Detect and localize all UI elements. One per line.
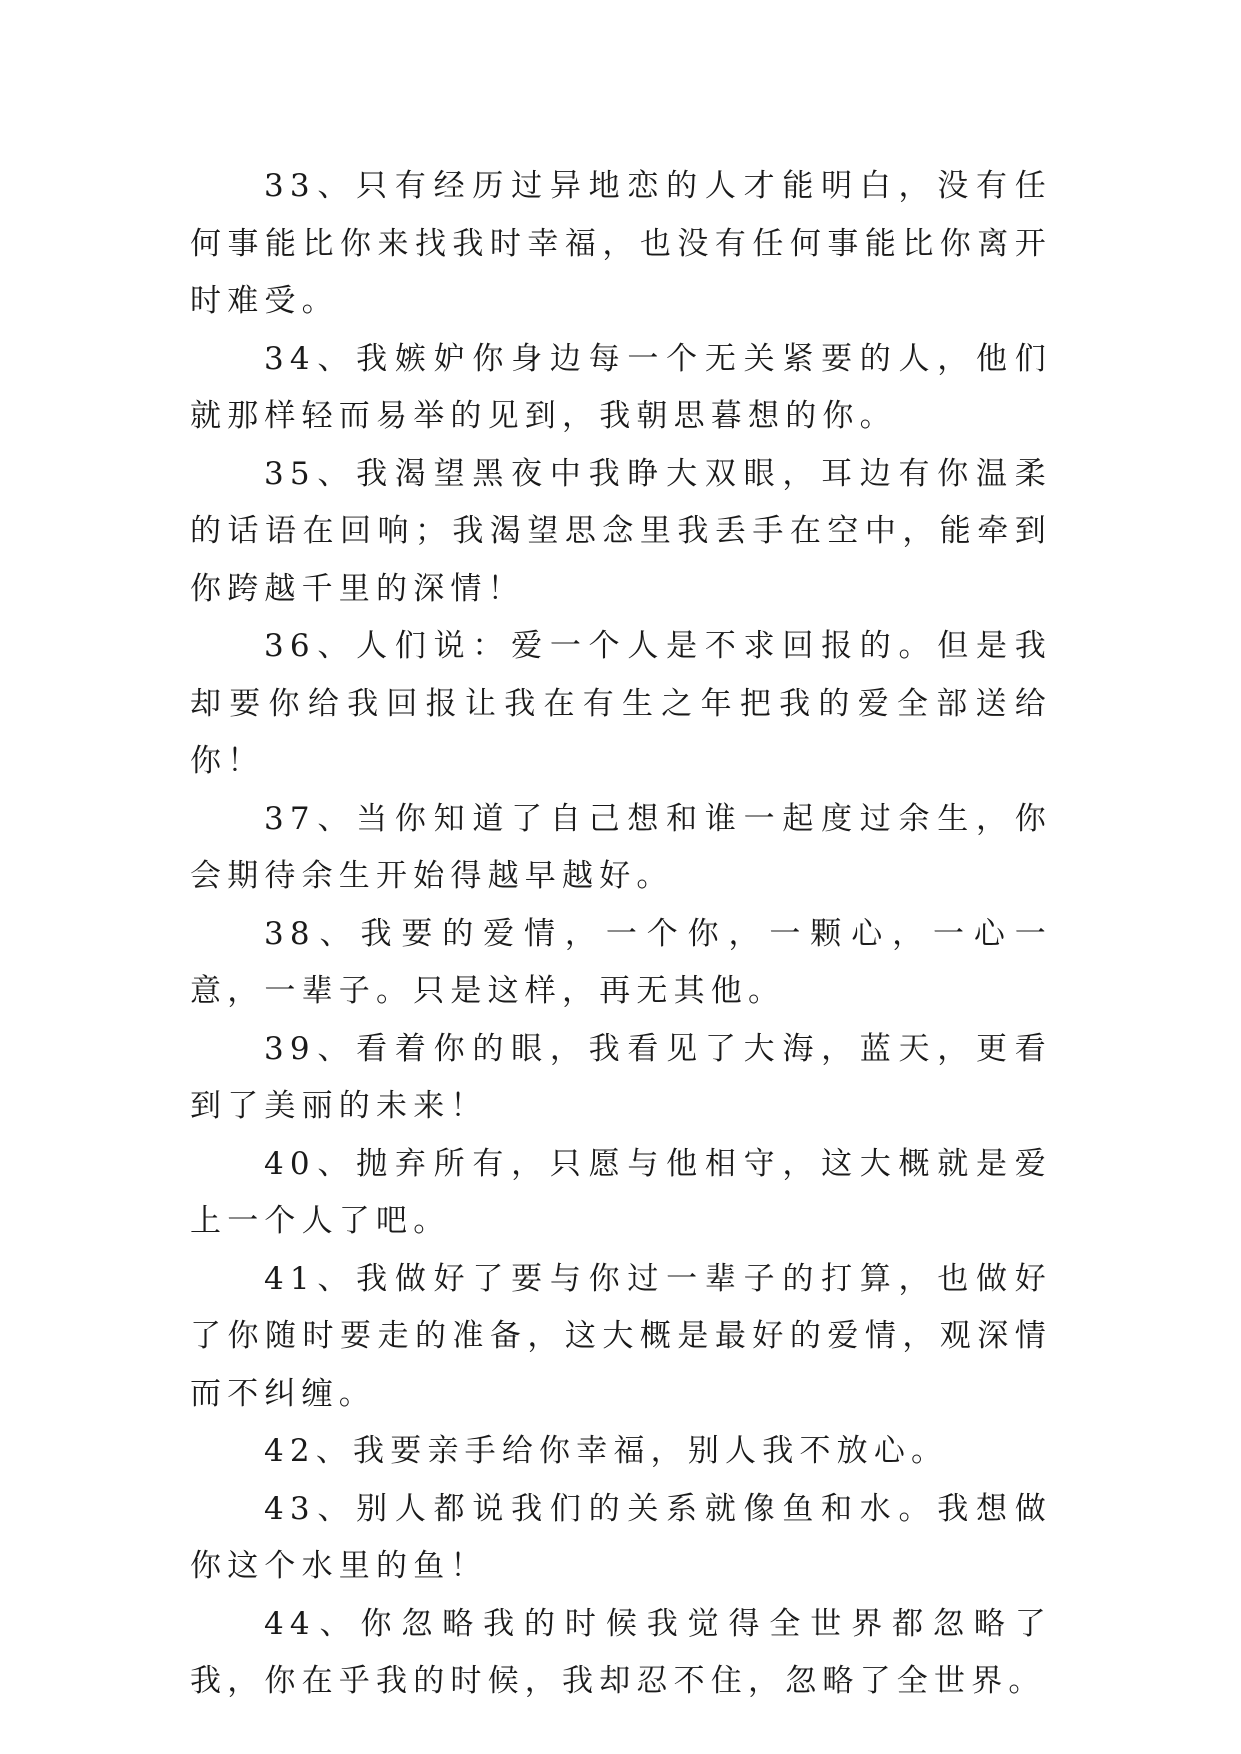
paragraph-43: 43、别人都说我们的关系就像鱼和水。我想做你这个水里的鱼！ [190, 1490, 1052, 1584]
paragraph-35: 35、我渴望黑夜中我睁大双眼，耳边有你温柔的话语在回响；我渴望思念里我丢手在空中，能牵到你跨越千里的深情！ [190, 455, 1052, 607]
paragraph-40: 40、抛弃所有，只愿与他相守，这大概就是爱上一个人了吧。 [190, 1145, 1052, 1239]
paragraph-33: 33、只有经历过异地恋的人才能明白，没有任何事能比你来找我时幸福，也没有任何事能比你离开时难受。 [190, 168, 1052, 319]
paragraph-44: 44、你忽略我的时候我觉得全世界都忽略了我，你在乎我的时候，我却忍不住，忽略了全世界。 [190, 1605, 1052, 1699]
paragraph-37: 37、当你知道了自己想和谁一起度过余生，你会期待余生开始得越早越好。 [190, 800, 1052, 894]
paragraph-38: 38、我要的爱情，一个你，一颗心，一心一意，一辈子。只是这样，再无其他。 [190, 915, 1052, 1009]
document-body [190, 158, 1052, 1711]
paragraph-34: 34、我嫉妒你身边每一个无关紧要的人，他们就那样轻而易举的见到，我朝思暮想的你。 [190, 340, 1052, 434]
paragraph-42: 42、我要亲手给你幸福，别人我不放心。 [264, 1433, 949, 1469]
paragraph-39: 39、看着你的眼，我看见了大海，蓝天，更看到了美丽的未来！ [190, 1030, 1052, 1124]
paragraph-36: 36、人们说：爱一个人是不求回报的。但是我却要你给我回报让我在有生之年把我的爱全部送给你！ [190, 628, 1052, 779]
paragraph-41: 41、我做好了要与你过一辈子的打算，也做好了你随时要走的准备，这大概是最好的爱情，观深情而不纠缠。 [190, 1260, 1052, 1412]
